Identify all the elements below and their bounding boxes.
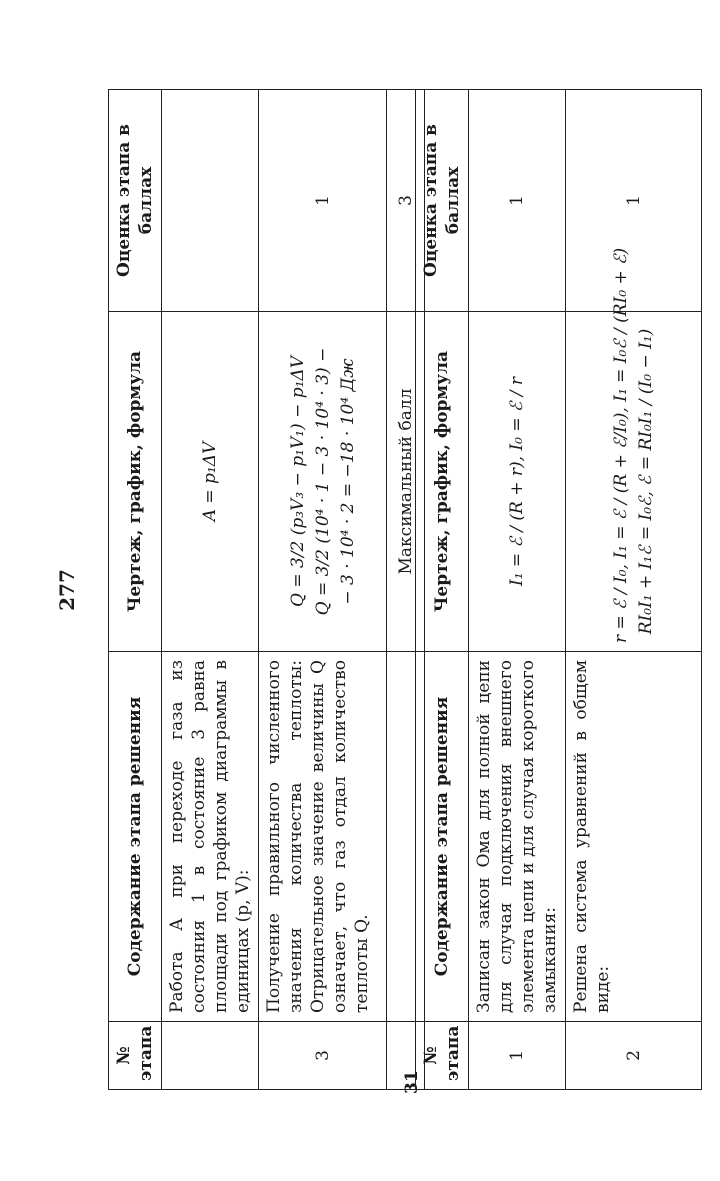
page-number: 277 xyxy=(55,569,79,611)
row-num: 2 xyxy=(566,1022,702,1090)
row-num xyxy=(162,1022,259,1090)
formula-line: r = ℰ / I₀, I₁ = ℰ / (R + ℰ/I₀), I₁ = I₀ℰ / (RI₀ + ℰ) xyxy=(611,247,631,643)
table-scoring-task-31 xyxy=(415,89,702,1090)
max-score-label: Максимальный балл xyxy=(387,312,425,652)
row-score: 1 xyxy=(259,90,387,312)
task-number: 31 xyxy=(402,1070,422,1094)
row-content: Работа A при переходе газа из состояния 1 в состояние 3 равна площади под графиком диаграммы в единицах (p, V): xyxy=(162,652,259,1022)
formula-line: A = p₁ΔV xyxy=(200,441,220,522)
header-content: Содержание этапа решения xyxy=(109,652,162,1022)
formula-line: Q = 3/2 (10⁴ · 1 − 3 · 10⁴ · 3) − xyxy=(312,347,333,616)
row-score: 1 xyxy=(469,90,566,312)
row-formula xyxy=(162,312,259,652)
row-num: 3 xyxy=(259,1022,387,1090)
header-content: Содержание этапа решения xyxy=(416,652,469,1022)
table-scoring-previous-task xyxy=(108,89,425,1090)
row-formula xyxy=(259,312,387,652)
header-num: № этапа xyxy=(416,1022,469,1090)
row-formula xyxy=(566,247,702,652)
row-score xyxy=(162,90,259,312)
row-num: 1 xyxy=(469,1022,566,1090)
formula-line: Q = 3/2 (p₃V₃ − p₁V₁) − p₁ΔV xyxy=(287,356,308,607)
row-content: Получение правильного численного значения количества теплоты: Отрицательное значение величины Q означает, что газ отдал количество теплоты Q. xyxy=(259,652,387,1022)
row-content: Решена система уравнений в общем виде: xyxy=(566,652,702,1022)
header-num: № этапа xyxy=(109,1022,162,1090)
table-row xyxy=(162,90,259,1090)
formula-line: − 3 · 10⁴ · 2 = −18 · 10⁴ Дж xyxy=(337,358,358,605)
header-score: Оценка этапа в баллах xyxy=(109,90,162,312)
row-formula xyxy=(469,312,566,652)
header-formula: Чертеж, график, формула xyxy=(109,312,162,652)
row-content: Записан закон Ома для полной цепи для случая подключения внешнего элемента цепи и для случая короткого замыкания: xyxy=(469,652,566,1022)
table-row xyxy=(469,90,566,1090)
max-score-value: 3 xyxy=(387,90,425,312)
row-score: 1 xyxy=(566,90,702,312)
table-row xyxy=(259,90,387,1090)
formula-line: RI₀I₁ + I₁ℰ = I₀ℰ, ℰ = RI₀I₁ / (I₀ − I₁) xyxy=(636,328,656,635)
table-row xyxy=(566,90,702,1090)
rotated-content xyxy=(35,90,685,1094)
header-formula: Чертеж, график, формула xyxy=(416,312,469,652)
header-score: Оценка этапа в баллах xyxy=(416,90,469,312)
formula-line: I₁ = ℰ / (R + r), I₀ = ℰ / r xyxy=(507,377,527,586)
